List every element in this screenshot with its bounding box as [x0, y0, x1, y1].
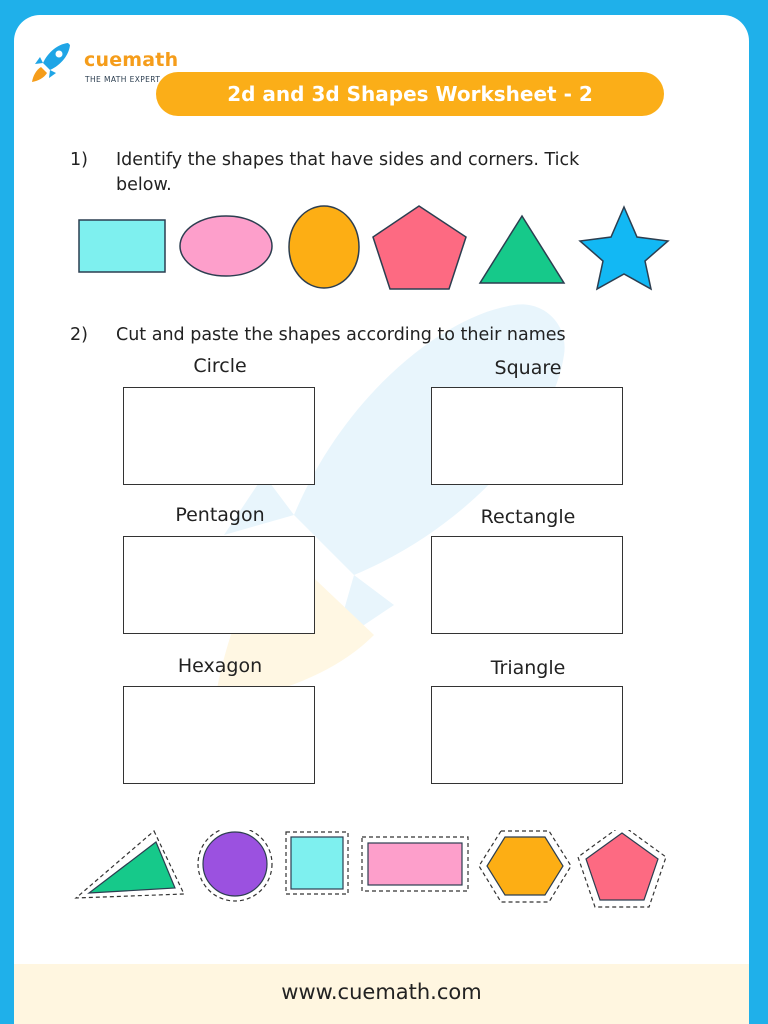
- label-circle: Circle: [193, 355, 247, 377]
- worksheet-page: [14, 15, 749, 1024]
- cutout-circle[interactable]: [198, 830, 272, 901]
- cutout-square[interactable]: [286, 832, 348, 894]
- footer-website: www.cuemath.com: [281, 980, 482, 1004]
- label-rectangle: Rectangle: [480, 506, 576, 528]
- cutout-shapes: [74, 830, 704, 930]
- cutout-rectangle[interactable]: [362, 837, 468, 891]
- cutout-pentagon[interactable]: [578, 830, 666, 907]
- brand-name-part2: math: [122, 49, 179, 71]
- label-square: Square: [494, 357, 562, 379]
- question-2: [70, 323, 690, 349]
- question-1: [70, 148, 690, 200]
- cutout-triangle[interactable]: [76, 831, 184, 898]
- question-text-line1: Cut and paste the shapes according to their names: [116, 325, 566, 345]
- paste-box-triangle[interactable]: [431, 686, 623, 784]
- paste-box-circle[interactable]: [123, 387, 315, 485]
- label-triangle: Triangle: [490, 657, 566, 679]
- question-text-line1: Identify the shapes that have sides and corners. Tick: [116, 150, 580, 170]
- paste-box-pentagon[interactable]: [123, 536, 315, 634]
- brand-name-part1: cue: [84, 49, 123, 71]
- paste-box-hexagon[interactable]: [123, 686, 315, 784]
- cutout-hexagon[interactable]: [479, 831, 571, 902]
- question-number: 1): [70, 150, 88, 170]
- label-hexagon: Hexagon: [177, 655, 263, 677]
- triangle-shape: [480, 216, 564, 283]
- pentagon-shape: [373, 206, 466, 289]
- star-shape: [580, 207, 668, 289]
- paste-box-square[interactable]: [431, 387, 623, 485]
- label-pentagon: Pentagon: [175, 504, 265, 526]
- shapes-to-identify: [74, 203, 694, 313]
- brand-name: [84, 49, 178, 71]
- paste-box-rectangle[interactable]: [431, 536, 623, 634]
- question-text-line2: below.: [116, 175, 172, 195]
- worksheet-title: 2d and 3d Shapes Worksheet - 2: [156, 72, 664, 116]
- rectangle-shape: [79, 220, 165, 272]
- oval-shape: [180, 216, 272, 276]
- brand-tagline: THE MATH EXPERT: [85, 75, 161, 84]
- question-number: 2): [70, 325, 88, 345]
- circle-shape: [289, 206, 359, 288]
- rocket-logo-icon: [28, 39, 74, 85]
